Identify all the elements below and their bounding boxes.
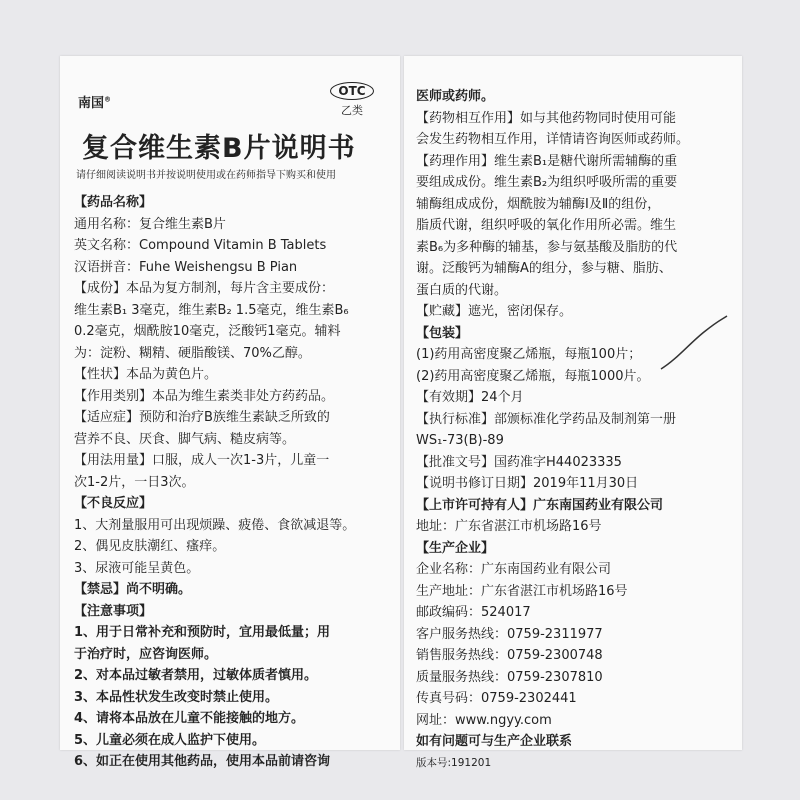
pen-stroke-mark — [659, 314, 729, 374]
left-text-column — [74, 192, 394, 773]
precaution-line: 1、用于日常补充和预防时，宜用最低量；用 — [74, 625, 331, 640]
text-line: 脂质代谢，组织呼吸的氧化作用所必需。维生 — [416, 218, 677, 233]
precaution-line: 4、请将本品放在儿童不能接触的地方。 — [74, 711, 305, 726]
text-line: 营养不良、厌食、脚气病、糙皮病等。 — [74, 431, 296, 447]
text-line: 客户服务热线：0759-2311977 — [416, 626, 603, 642]
left-leaflet-page — [60, 56, 400, 769]
text-line: 传真号码：0759-2302441 — [416, 691, 577, 706]
text-line: 蛋白质的代谢。 — [416, 282, 508, 298]
precaution-line: 于治疗时，应咨询医师。 — [74, 646, 218, 662]
section-revision-date: 【说明书修订日期】2019年11月30日 — [416, 476, 639, 491]
otc-mark: OTC — [330, 82, 374, 100]
text-line: 素B₆为多种酶的辅基，参与氨基酸及脂肪的代 — [416, 239, 678, 255]
text-line: 网址：www.ngyy.com — [416, 712, 552, 728]
text-line: 3、尿液可能呈黄色。 — [74, 560, 200, 576]
section-approval-number: 【批准文号】国药准字H44023335 — [416, 454, 622, 470]
section-contraindications: 【禁忌】尚不明确。 — [74, 582, 192, 597]
section-dosage: 【用法用量】口服，成人一次1-3片，儿童一 — [74, 453, 330, 468]
precaution-line: 2、对本品过敏者禁用，过敏体质者慎用。 — [74, 668, 318, 683]
contact-note: 如有问题可与生产企业联系 — [416, 734, 573, 749]
version-number: 版本号:191201 — [416, 756, 492, 769]
text-line: 质量服务热线：0759-2307810 — [416, 669, 603, 685]
text-line: 辅酶组成成份，烟酰胺为辅酶Ⅰ及Ⅱ的组份， — [416, 196, 661, 212]
text-line: 邮政编码：524017 — [416, 605, 531, 620]
text-line: 次1-2片，一日3次。 — [74, 474, 195, 490]
precaution-line: 6、如正在使用其他药品，使用本品前请咨询 — [74, 754, 331, 769]
precaution-line: 3、本品性状发生改变时禁止使用。 — [74, 689, 279, 705]
text-line: 1、大剂量服用可出现烦躁、疲倦、食欲减退等。 — [74, 517, 356, 533]
text-line: 企业名称：广东南国药业有限公司 — [416, 562, 612, 577]
text-line: 为：淀粉、糊精、硬脂酸镁、70%乙醇。 — [74, 345, 311, 361]
section-heading-adverse-reactions: 【不良反应】 — [74, 496, 153, 511]
section-shelf-life: 【有效期】24个月 — [416, 390, 524, 405]
brand-logo: 南国® — [78, 95, 112, 111]
text-line: 2、偶见皮肤潮红、瘙痒。 — [74, 539, 226, 554]
right-leaflet-page — [404, 56, 742, 769]
text-line: 英文名称：Compound Vitamin B Tablets — [74, 238, 327, 253]
precaution-line: 医师或药师。 — [416, 89, 495, 104]
precaution-line: 5、儿童必须在成人监护下使用。 — [74, 732, 266, 748]
section-heading-drug-name: 【药品名称】 — [74, 195, 153, 210]
text-line: WS₁-73(B)-89 — [416, 433, 504, 448]
leaflet-title: 复合维生素B片说明书 — [82, 133, 356, 164]
text-line: 0.2毫克，烟酰胺10毫克，泛酸钙1毫克。辅料 — [74, 324, 341, 339]
section-heading-packaging: 【包装】 — [416, 325, 469, 341]
text-line: (2)药用高密度聚乙烯瓶，每瓶1000片。 — [416, 368, 650, 384]
section-ingredients: 【成份】本品为复方制剂，每片含主要成份： — [74, 281, 335, 296]
section-category: 【作用类别】本品为维生素类非处方药药品。 — [74, 388, 335, 404]
text-line: 销售服务热线：0759-2300748 — [416, 648, 603, 663]
section-pharmacology: 【药理作用】维生素B₁是糖代谢所需辅酶的重 — [416, 153, 678, 169]
text-line: 通用名称：复合维生素B片 — [74, 216, 226, 232]
text-line: 地址：广东省湛江市机场路16号 — [416, 519, 602, 534]
leaflet-subtitle: 请仔细阅读说明书并按说明使用或在药师指导下购买和使用 — [76, 170, 336, 181]
section-storage: 【贮藏】遮光，密闭保存。 — [416, 304, 573, 319]
text-line: 谢。泛酸钙为辅酶A的组分，参与糖、脂肪、 — [416, 261, 672, 276]
section-interactions: 【药物相互作用】如与其他药物同时使用可能 — [416, 110, 677, 126]
right-text-column — [416, 86, 738, 774]
text-line: 汉语拼音：Fuhe Weishengsu B Pian — [74, 259, 298, 275]
section-indications: 【适应症】预防和治疗B族维生素缺乏所致的 — [74, 410, 330, 425]
section-heading-manufacturer: 【生产企业】 — [416, 540, 495, 556]
text-line: 维生素B₁ 3毫克，维生素B₂ 1.5毫克，维生素B₆ — [74, 302, 349, 318]
text-line: 生产地址：广东省湛江市机场路16号 — [416, 583, 628, 599]
section-standard: 【执行标准】部颁标准化学药品及制剂第一册 — [416, 411, 677, 427]
text-line: (1)药用高密度聚乙烯瓶，每瓶100片； — [416, 347, 642, 362]
text-line: 要组成成份。维生素B₂为组织呼吸所需的重要 — [416, 175, 678, 190]
section-appearance: 【性状】本品为黄色片。 — [74, 367, 218, 382]
section-heading-precautions: 【注意事项】 — [74, 603, 153, 619]
text-line: 会发生药物相互作用，详情请咨询医师或药师。 — [416, 132, 690, 147]
section-license-holder: 【上市许可持有人】广东南国药业有限公司 — [416, 497, 664, 513]
otc-class-label: 乙类 — [341, 104, 363, 117]
otc-badge — [330, 82, 374, 118]
